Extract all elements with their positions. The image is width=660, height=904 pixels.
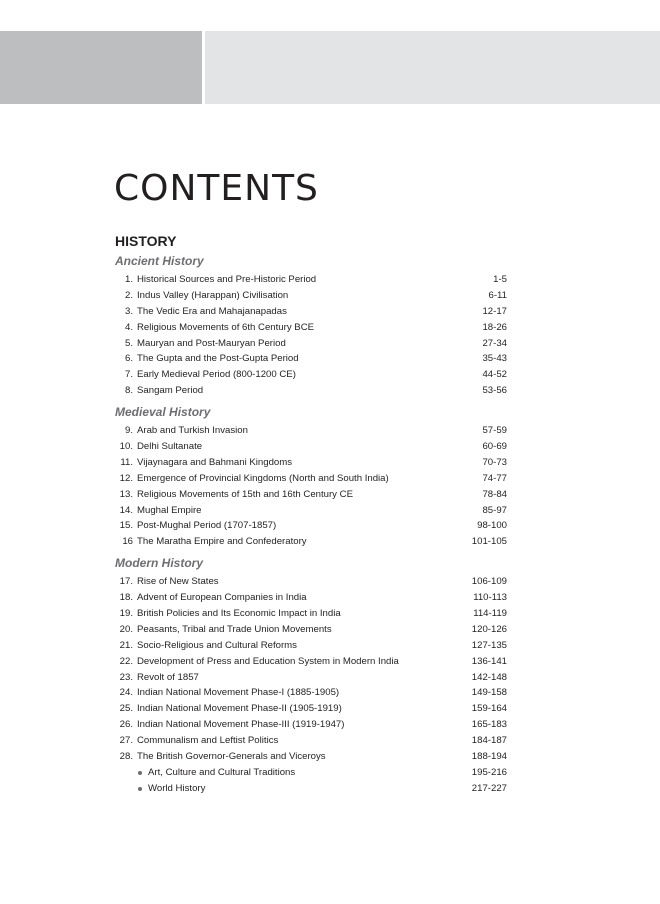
toc-entry (115, 336, 510, 352)
entry-pages: 70-73 (482, 456, 507, 468)
entry-title: World History (148, 782, 206, 794)
entry-pages: 35-43 (482, 353, 507, 365)
entry-pages: 159-164 (471, 703, 507, 715)
entry-title: Historical Sources and Pre-Historic Period (137, 274, 317, 285)
page-title: CONTENTS (114, 168, 319, 209)
entry-number: 1. (124, 274, 133, 285)
entry-number: 2. (124, 289, 133, 301)
toc-entry (115, 685, 510, 701)
toc-entry (115, 638, 510, 654)
entry-number: 14. (119, 504, 133, 516)
entry-number: 9. (124, 425, 133, 437)
toc-entry (115, 749, 510, 765)
toc-entry (115, 272, 510, 288)
entry-number: 22. (119, 655, 133, 667)
entry-title: Early Medieval Period (800-1200 CE) (137, 369, 296, 381)
toc-entry (115, 487, 510, 503)
bullet-icon (138, 771, 142, 775)
toc-entry (115, 351, 510, 367)
entry-number: 17. (119, 576, 133, 588)
toc-entry (115, 606, 510, 622)
toc-entry (115, 733, 510, 749)
contents-list (115, 253, 510, 802)
entry-title: Art, Culture and Cultural Traditions (148, 766, 296, 778)
entry-title: Religious Movements of 15th and 16th Century CE (137, 488, 353, 500)
toc-entry (115, 503, 510, 519)
entry-title: Sangam Period (137, 385, 204, 397)
entry-title: Emergence of Provincial Kingdoms (North and South India) (137, 472, 389, 484)
entry-title: Vijaynagara and Bahmani Kingdoms (137, 456, 293, 468)
entry-title: Religious Movements of 6th Century BCE (137, 321, 315, 333)
entry-number: 4. (124, 321, 133, 333)
toc-entry (115, 670, 510, 686)
section-heading: Ancient History (115, 254, 204, 268)
entry-pages: 114-119 (473, 608, 507, 620)
entry-title: Indian National Movement Phase-I (1885-1905) (137, 687, 340, 699)
toc-section (115, 404, 510, 550)
entry-number: 6. (124, 353, 133, 365)
entry-title: Indian National Movement Phase-II (1905-1919) (137, 703, 342, 715)
entry-title: The Maratha Empire and Confederatory (137, 536, 307, 548)
entry-pages: 142-148 (471, 671, 507, 683)
toc-entry (115, 781, 510, 797)
toc-section (115, 253, 510, 399)
entry-number: 23. (119, 671, 133, 683)
entry-pages: 106-109 (471, 576, 507, 588)
entry-title: The Gupta and the Post-Gupta Period (137, 353, 299, 365)
toc-entry (115, 590, 510, 606)
entry-number: 3. (124, 305, 133, 317)
toc-entry (115, 423, 510, 439)
entry-number: 20. (119, 623, 133, 635)
entry-title: Revolt of 1857 (137, 671, 199, 683)
entry-title: Mauryan and Post-Mauryan Period (137, 337, 286, 349)
entry-title: Delhi Sultanate (137, 441, 203, 453)
toc-entry (115, 534, 510, 550)
entry-number: 25. (119, 703, 133, 715)
toc-entry (115, 304, 510, 320)
entry-number: 5. (124, 337, 133, 349)
toc-entry (115, 701, 510, 717)
toc-entry (115, 622, 510, 638)
entry-number: 10. (119, 441, 133, 453)
header-band-left (0, 31, 202, 104)
entry-number: 28. (119, 751, 133, 763)
entry-pages: 110-113 (473, 592, 507, 604)
entry-pages: 12-17 (482, 305, 507, 317)
entry-title: Peasants, Tribal and Trade Union Movements (137, 623, 332, 635)
entry-number: 7. (124, 369, 133, 381)
toc-entry (115, 288, 510, 304)
toc-entry (115, 471, 510, 487)
entry-pages: 53-56 (482, 385, 507, 397)
entry-pages: 165-183 (471, 719, 507, 731)
entry-number: 16 (122, 536, 133, 548)
entry-title: Mughal Empire (137, 504, 202, 516)
entry-pages: 60-69 (482, 441, 507, 453)
entry-title: Development of Press and Education System in Modern India (137, 655, 399, 667)
entry-number: 26. (119, 719, 133, 731)
entry-pages: 44-52 (482, 369, 507, 381)
entry-pages: 85-97 (482, 504, 507, 516)
entry-pages: 27-34 (482, 337, 507, 349)
header-band-right (205, 31, 660, 104)
entry-number: 21. (119, 639, 133, 651)
toc-entry (115, 439, 510, 455)
entry-pages: 184-187 (471, 735, 507, 747)
entry-title: Arab and Turkish Invasion (137, 425, 248, 437)
entry-pages: 127-135 (471, 639, 507, 651)
entry-title: Post-Mughal Period (1707-1857) (137, 520, 277, 532)
entry-title: Communalism and Leftist Politics (137, 735, 279, 747)
section-heading: Medieval History (115, 405, 211, 420)
entry-pages: 101-105 (471, 536, 507, 548)
entry-number: 27. (119, 735, 133, 747)
toc-section (115, 555, 510, 796)
entry-pages: 98-100 (477, 520, 507, 532)
entry-pages: 78-84 (482, 488, 507, 500)
entry-number: 24. (119, 687, 133, 699)
entry-title: Indian National Movement Phase-III (1919-1947) (137, 719, 345, 731)
entry-title: British Policies and Its Economic Impact in India (137, 608, 341, 620)
toc-entry (115, 654, 510, 670)
entry-number: 18. (119, 592, 133, 604)
toc-entry (115, 518, 510, 534)
toc-entry (115, 320, 510, 336)
entry-title: Advent of European Companies in India (137, 592, 307, 604)
entry-number: 8. (124, 385, 133, 397)
bullet-icon (138, 787, 142, 791)
entry-pages: 188-194 (471, 751, 507, 763)
section-heading: Modern History (115, 556, 204, 571)
toc-entry (115, 455, 510, 471)
entry-pages: 57-59 (482, 425, 507, 437)
entry-pages: 120-126 (471, 623, 507, 635)
entry-number: 13. (119, 488, 133, 500)
entry-number: 15. (119, 520, 133, 532)
entry-pages: 195-216 (471, 766, 507, 778)
toc-entry (115, 765, 510, 781)
entry-pages: 6-11 (488, 289, 507, 301)
entry-title: The British Governor-Generals and Viceroys (137, 751, 326, 763)
toc-entry (115, 717, 510, 733)
entry-title: Socio-Religious and Cultural Reforms (137, 639, 297, 651)
subject-heading: HISTORY (115, 233, 177, 249)
entry-title: Rise of New States (137, 576, 219, 588)
toc-entry (115, 367, 510, 383)
entry-pages: 1-5 (493, 274, 507, 285)
entry-pages: 149-158 (471, 687, 507, 699)
entry-title: The Vedic Era and Mahajanapadas (137, 305, 287, 317)
entry-number: 19. (119, 608, 133, 620)
entry-pages: 74-77 (482, 472, 507, 484)
entry-pages: 217-227 (471, 782, 507, 794)
entry-number: 11. (120, 456, 133, 468)
toc-entry (115, 383, 510, 399)
entry-pages: 18-26 (482, 321, 507, 333)
toc-entry (115, 574, 510, 590)
entry-number: 12. (119, 472, 133, 484)
entry-title: Indus Valley (Harappan) Civilisation (137, 289, 289, 301)
entry-pages: 136-141 (471, 655, 507, 667)
